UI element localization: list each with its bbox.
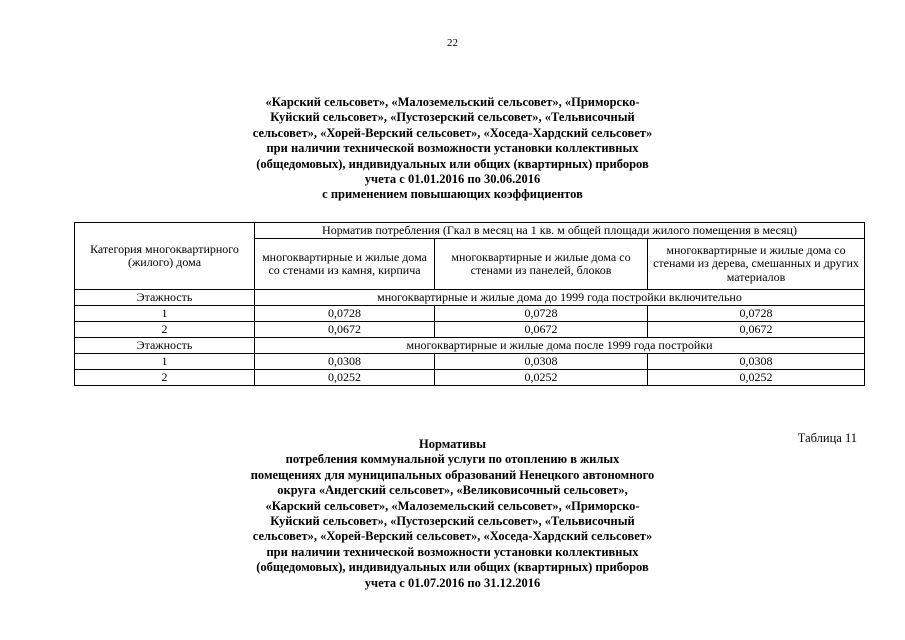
value-cell: 0,0672 bbox=[255, 322, 435, 338]
table-row bbox=[75, 370, 865, 386]
heading-line: при наличии технической возможности установки коллективных bbox=[266, 141, 639, 156]
value-cell: 0,0728 bbox=[435, 306, 648, 322]
value-cell: 0,0672 bbox=[648, 322, 865, 338]
category-header: Категория многоквартирного (жилого) дома bbox=[75, 223, 255, 290]
norms-table bbox=[74, 222, 865, 386]
heading-line: «Карский сельсовет», «Малоземельский сельсовет», «Приморско- bbox=[265, 498, 640, 513]
value-cell: 0,0252 bbox=[648, 370, 865, 386]
heading-line: (общедомовых), индивидуальных или общих (квартирных) приборов bbox=[256, 560, 649, 575]
table-row bbox=[75, 322, 865, 338]
floors-cell: 1 bbox=[75, 354, 255, 370]
heading-line: Куйский сельсовет», «Пустозерский сельсовет», «Тельвисочный bbox=[270, 110, 635, 125]
norm-header: Норматив потребления (Гкал в месяц на 1 кв. м общей площади жилого помещения в месяц) bbox=[255, 223, 865, 239]
heading-line: сельсовет», «Хорей-Верский сельсовет», «Хоседа-Хардский сельсовет» bbox=[252, 529, 653, 544]
heading-bottom bbox=[150, 437, 755, 591]
floors-cell: 1 bbox=[75, 306, 255, 322]
value-cell: 0,0728 bbox=[255, 306, 435, 322]
heading-line: «Карский сельсовет», «Малоземельский сельсовет», «Приморско- bbox=[265, 95, 640, 109]
value-cell: 0,0308 bbox=[435, 354, 648, 370]
floors-cell: 2 bbox=[75, 322, 255, 338]
heading-top bbox=[150, 95, 755, 203]
section-title: многоквартирные и жилые дома после 1999 года постройки bbox=[255, 338, 865, 354]
value-cell: 0,0728 bbox=[648, 306, 865, 322]
heading-line: с применением повышающих коэффициентов bbox=[322, 187, 583, 202]
floors-label: Этажность bbox=[75, 338, 255, 354]
table-row bbox=[75, 354, 865, 370]
wall-type-header: многоквартирные и жилые дома со стенами из дерева, смешанных и других материалов bbox=[648, 239, 865, 290]
wall-type-header: многоквартирные и жилые дома со стенами из панелей, блоков bbox=[435, 239, 648, 290]
section-title: многоквартирные и жилые дома до 1999 года постройки включительно bbox=[255, 290, 865, 306]
heading-line: Нормативы bbox=[419, 437, 486, 451]
heading-line: (общедомовых), индивидуальных или общих (квартирных) приборов bbox=[256, 156, 649, 171]
value-cell: 0,0252 bbox=[255, 370, 435, 386]
heading-line: сельсовет», «Хорей-Верский сельсовет», «Хоседа-Хардский сельсовет» bbox=[252, 125, 653, 140]
heading-line: помещениях для муниципальных образований Ненецкого автономного bbox=[250, 467, 655, 482]
floors-label: Этажность bbox=[75, 290, 255, 306]
heading-line: потребления коммунальной услуги по отоплению в жилых bbox=[285, 452, 620, 467]
value-cell: 0,0308 bbox=[648, 354, 865, 370]
value-cell: 0,0308 bbox=[255, 354, 435, 370]
page-number: 22 bbox=[447, 37, 458, 49]
table-row bbox=[75, 306, 865, 322]
heading-line: учета с 01.07.2016 по 31.12.2016 bbox=[364, 575, 541, 590]
value-cell: 0,0252 bbox=[435, 370, 648, 386]
floors-cell: 2 bbox=[75, 370, 255, 386]
heading-line: округа «Андегский сельсовет», «Великовисочный сельсовет», bbox=[277, 483, 628, 498]
value-cell: 0,0672 bbox=[435, 322, 648, 338]
wall-type-header: многоквартирные и жилые дома со стенами из камня, кирпича bbox=[255, 239, 435, 290]
heading-line: учета с 01.01.2016 по 30.06.2016 bbox=[364, 172, 541, 187]
heading-line: при наличии технической возможности установки коллективных bbox=[266, 544, 639, 559]
heading-line: Куйский сельсовет», «Пустозерский сельсовет», «Тельвисочный bbox=[270, 514, 635, 529]
table-label: Таблица 11 bbox=[797, 431, 857, 445]
